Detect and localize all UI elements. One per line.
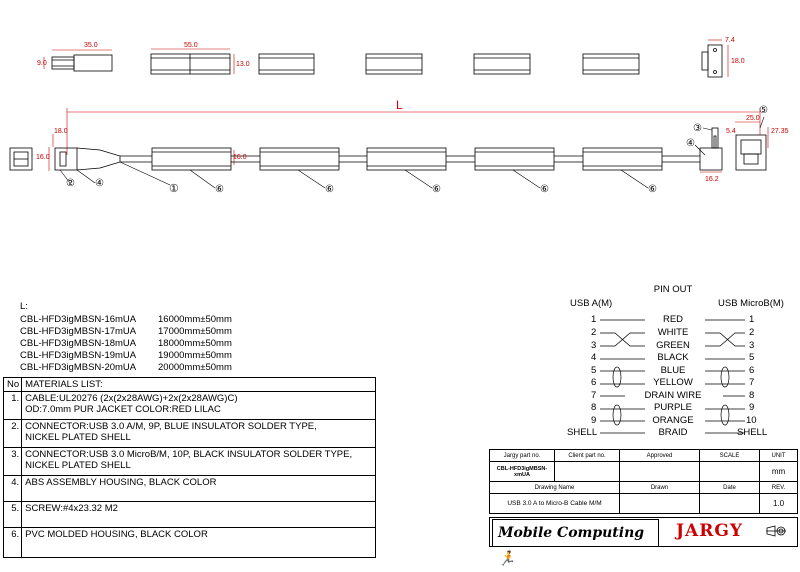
row-desc: SCREW:#4x23.32 M2 [22,502,376,528]
unit-label: UNIT [760,450,798,462]
lengths-title: L: [20,301,28,312]
header-no: No [4,378,22,392]
row-no: 1. [4,392,22,420]
pin-left: 5 [591,365,597,376]
pin-wire: BRAID [658,427,688,438]
header-materials: MATERIALS LIST: [22,378,376,392]
title-block [489,449,798,514]
usb-a-plug [10,148,120,170]
drawing-name-label: Drawing Name [490,482,620,494]
row-no: 5. [4,502,22,528]
pin-right: SHELL [737,427,768,438]
scale-value [700,462,760,482]
table-row [4,448,376,476]
row-desc: ABS ASSEMBLY HOUSING, BLACK COLOR [22,476,376,502]
jargy-part-label: Jargy part no. [490,450,555,462]
pinout-left-header: USB A(M) [570,298,613,309]
table-row [490,494,798,514]
ferrite-length-dim: 55.0 [184,42,198,49]
micro-height-dim: 18.0 [731,58,745,65]
micro-width-dim: 7.4 [725,37,735,44]
logo-mobile: Mobile [498,525,553,541]
ferrite-dia-dim: 13.0 [236,61,250,68]
pin-left: 2 [591,327,597,338]
table-row [4,378,376,392]
pin-right: 5 [749,352,755,363]
mobile-computing-logo [492,519,659,567]
callout-5: ⑤ [759,105,768,116]
ferrite-top-views [151,54,639,74]
length-part: CBL-HFD3igMBSN-18mUA [20,338,137,349]
pin-left: 9 [591,415,597,426]
rev-value: 1.0 [760,494,798,514]
plug-height-dim: 9.0 [37,60,47,67]
usb-a-depth-dim: 18.0 [54,128,68,135]
pinout-title: PIN OUT [653,284,693,295]
desc-line: CONNECTOR:USB 3.0 MicroB/M, 10P, BLACK INSULATOR SOLDER TYPE, [25,449,353,460]
row-no: 3. [4,448,22,476]
pin-right: 10 [746,415,757,426]
length-value: 18000mm±50mm [158,338,232,349]
table-row [490,482,798,494]
unit-value: mm [760,462,798,482]
table-row [4,476,376,502]
pin-left: 4 [591,352,597,363]
length-value: 19000mm±50mm [158,350,232,361]
plug-length-dim: 35.0 [84,42,98,49]
pin-right: 2 [749,327,755,338]
length-part: CBL-HFD3igMBSN-16mUA [20,314,137,325]
row-no: 2. [4,420,22,448]
date-label: Date [700,482,760,494]
pin-left: SHELL [567,427,598,438]
usb-a-width-dim: 16.0 [36,154,50,161]
pin-left: 8 [591,402,597,413]
callout-6b: ⑥ [325,184,334,195]
table-row [4,528,376,558]
table-row [490,462,798,482]
pin-left: 1 [591,314,597,325]
row-desc [22,420,376,448]
pin-left: 6 [591,377,597,388]
pin-left: 7 [591,390,597,401]
pin-wire: BLUE [660,365,686,376]
microb-top-view [702,45,722,77]
micro-thick-dim: 27.35 [771,128,789,135]
scale-label: SCALE [700,450,760,462]
pin-wire: ORANGE [652,415,694,426]
length-value: 20000mm±50mm [158,362,232,373]
length-part: CBL-HFD3igMBSN-19mUA [20,350,137,361]
row-desc: PVC MOLDED HOUSING, BLACK COLOR [22,528,376,558]
logo-computing: Computing [557,525,645,541]
row-no: 6. [4,528,22,558]
callout-6e: ⑥ [648,184,657,195]
length-value: 17000mm±50mm [158,326,232,337]
pin-wire: GREEN [656,340,690,351]
length-value: 16000mm±50mm [158,314,232,325]
materials-table [3,377,376,558]
cable-body [120,148,700,170]
pin-left: 3 [591,340,597,351]
desc-line: CABLE:UL20276 (2x(2x28AWG)+2x(2x28AWG)C) [25,393,238,404]
pin-wire: WHITE [657,327,689,338]
pin-wire: PURPLE [653,402,692,413]
length-part: CBL-HFD3igMBSN-17mUA [20,326,137,337]
cable-od-dim: 16.0 [233,154,247,161]
micro-body-dim: 25.0 [746,115,760,122]
row-desc [22,448,376,476]
pin-wire: DRAIN WIRE [644,390,702,401]
callout-6d: ⑥ [540,184,549,195]
date-value [700,494,760,514]
pin-right: 7 [749,377,755,388]
length-part: CBL-HFD3igMBSN-20mUA [20,362,137,373]
desc-line: NICKEL PLATED SHELL [25,460,131,471]
plug-side-view [52,55,112,71]
table-row [490,450,798,462]
runner-icon: 🏃 [498,551,516,567]
row-desc [22,392,376,420]
callout-3: ③ [693,123,702,134]
drawing-name-value: USB 3.0 A to Micro-B Cable M/M [490,494,620,514]
approved-value [620,462,700,482]
pin-right: 1 [749,314,755,325]
row-no: 4. [4,476,22,502]
client-part-value [555,462,620,482]
projection-symbol-icon [765,522,787,545]
desc-line: OD:7.0mm PUR JACKET COLOR:RED LILAC [25,404,221,415]
pin-right: 9 [749,402,755,413]
table-row [4,420,376,448]
desc-line: NICKEL PLATED SHELL [25,432,131,443]
callout-6c: ⑥ [432,184,441,195]
micro-bottom-dim: 16.2 [705,176,719,183]
rev-label: REV. [760,482,798,494]
jargy-logo: JARGY [676,521,744,541]
pin-right: 8 [749,390,755,401]
pin-right: 6 [749,365,755,376]
approved-label: Approved [620,450,700,462]
desc-line: CONNECTOR:USB 3.0 A/M, 9P, BLUE INSULATOR SOLDER TYPE, [25,421,317,432]
jargy-part-value: CBL-HFD3igMBSN-xmUA [490,462,555,482]
pin-wire: BLACK [657,352,689,363]
length-dim-label: L [396,98,403,112]
pin-right: 3 [749,340,755,351]
callout-1: ① [169,183,179,195]
micro-small-dim: 5.4 [726,128,736,135]
callout-6a: ⑥ [215,184,224,195]
table-row [4,392,376,420]
pinout-right-header: USB MicroB(M) [718,298,784,309]
drawn-label: Drawn [620,482,700,494]
pin-wire: YELLOW [653,377,693,388]
client-part-label: Client part no. [555,450,620,462]
callout-2: ② [66,178,75,189]
callout-4-micro: ④ [686,138,695,149]
pin-wire: RED [662,314,684,325]
table-row [4,502,376,528]
callout-4-plug: ④ [95,178,104,189]
drawn-value [620,494,700,514]
